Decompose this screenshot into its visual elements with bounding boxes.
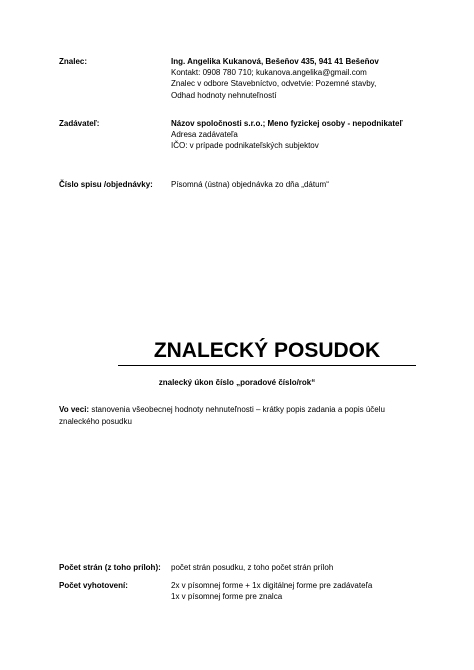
pages-label: Počet strán (z toho príloh): [59,563,161,572]
client-address: Adresa zadávateľa [171,130,238,140]
file-number-value [171,179,441,190]
copies-line-expert: 1x v písomnej forme pre znalca [171,592,283,602]
client-ico: IČO: v prípade podnikateľských subjektov [171,141,319,151]
subject-label: Vo veci: [59,405,90,414]
subject-text: stanovenia všeobecnej hodnoty nehnuteľnosti – krátky popis zadania a popis účelu znaleckého posudku [59,405,385,426]
copies-label: Počet vyhotovení: [59,581,128,590]
copies-line-client: 2x v písomnej forme + 1x digitálnej forme pre zadávateľa [171,581,373,590]
expert-field: Znalec v odbore Stavebníctvo, odvetvie: Pozemné stavby, [171,79,377,89]
subject-paragraph [59,404,421,427]
expert-specialization: Odhad hodnoty nehnuteľností [171,90,277,100]
pages-value [171,562,441,573]
file-number-label: Číslo spisu /objednávky: [59,180,153,189]
order-text: Písomná (ústna) objednávka zo dňa „dátum“ [171,180,329,189]
document-subtitle: znalecký úkon číslo „poradové číslo/rok“ [158,378,316,387]
expert-name-address: Ing. Angelika Kukanová, Bešeňov 435, 941 41 Bešeňov [171,57,379,66]
copies-value [171,580,441,602]
client-details [171,118,441,152]
expert-details [171,56,441,101]
expert-contact: Kontakt: 0908 780 710; kukanova.angelika@gmail.com [171,68,367,78]
document-title: ZNALECKÝ POSUDOK [118,338,416,366]
client-label: Zadávateľ: [59,119,100,128]
pages-text: počet strán posudku, z toho počet strán príloh [171,563,334,572]
expert-label: Znalec: [59,57,88,66]
client-name: Názov spoločnosti s.r.o.; Meno fyzickej osoby - nepodnikateľ [171,119,403,128]
